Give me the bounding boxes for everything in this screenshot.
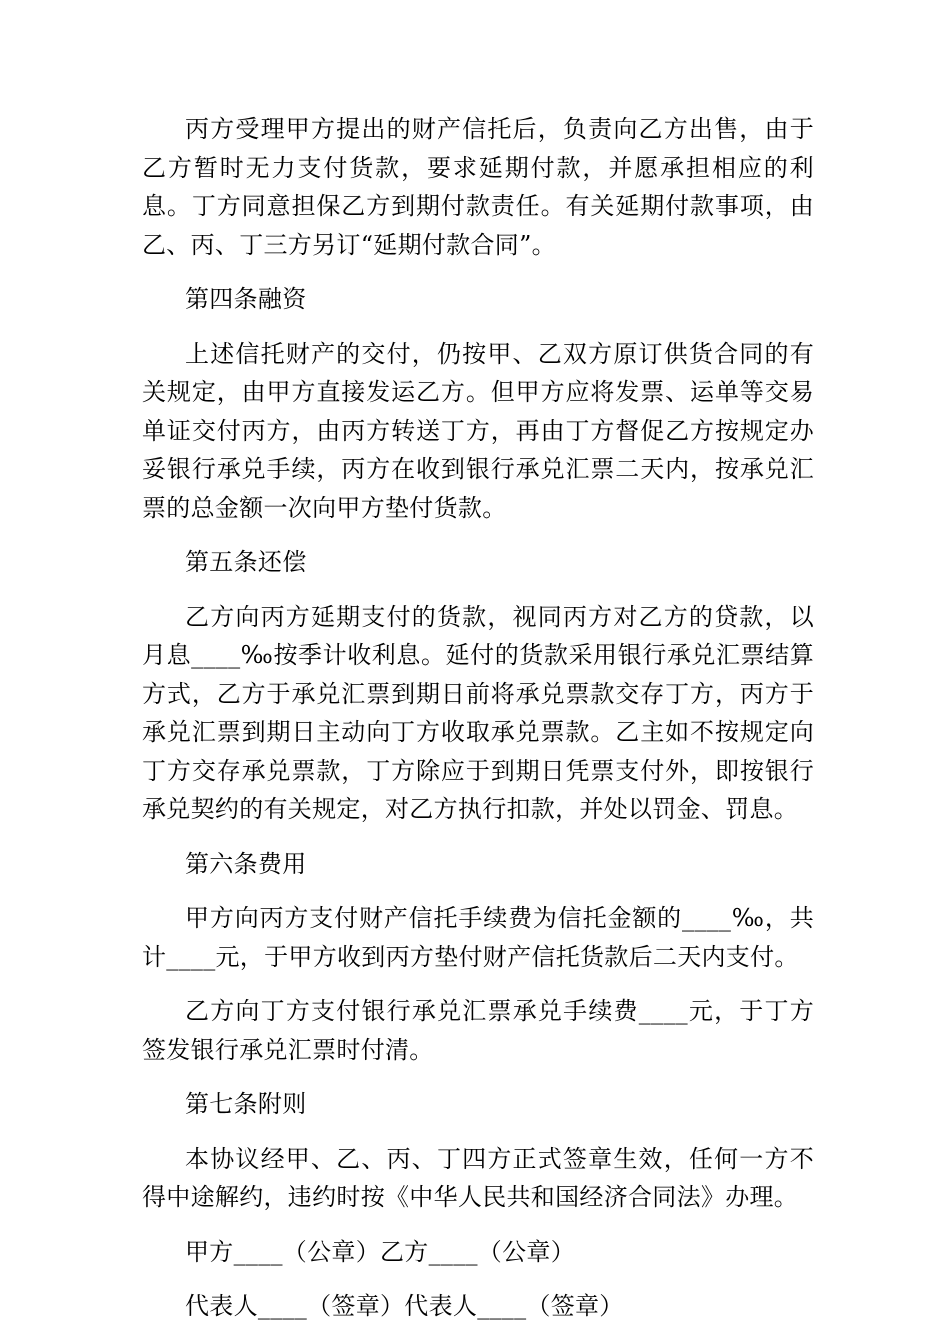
signature-line-parties: 甲方____（公章）乙方____（公章） xyxy=(185,1237,575,1266)
paragraph-supplementary: 本协议经甲、乙、丙、丁四方正式签章生效，任何一方不得中途解约，违约时按《中华人民共和国经济合同法》办理。 xyxy=(142,1144,814,1211)
paragraph-trust-fee: 甲方向丙方支付财产信托手续费为信托金额的____‰，共计____元，于甲方收到丙方垫付财产信托货款后二天内支付。 xyxy=(142,904,814,971)
article-5-heading: 第五条还偿 xyxy=(185,548,307,576)
article-4-heading: 第四条融资 xyxy=(185,285,307,313)
document-page xyxy=(142,110,814,1342)
paragraph-financing: 上述信托财产的交付，仍按甲、乙双方原订供货合同的有关规定，由甲方直接发运乙方。但甲方应将发票、运单等交易单证交付丙方，由丙方转送丁方，再由丁方督促乙方按规定办妥银行承兑手续，丙方在收到银行承兑汇票二天内，按承兑汇票的总金额一次向甲方垫付货款。 xyxy=(142,339,814,522)
paragraph-trust-sale: 丙方受理甲方提出的财产信托后，负责向乙方出售，由于乙方暂时无力支付货款，要求延期付款，并愿承担相应的利息。丁方同意担保乙方到期付款责任。有关延期付款事项，由乙、丙、丁三方另订“延期付款合同”。 xyxy=(142,115,814,259)
paragraph-acceptance-fee: 乙方向丁方支付银行承兑汇票承兑手续费____元，于丁方签发银行承兑汇票时付清。 xyxy=(142,997,814,1064)
signature-line-representatives: 代表人____（签章）代表人____（签章） xyxy=(185,1292,624,1320)
article-6-heading: 第六条费用 xyxy=(185,849,307,878)
paragraph-repayment: 乙方向丙方延期支付的货款，视同丙方对乙方的贷款，以月息____‰按季计收利息。延付的货款采用银行承兑汇票结算方式，乙方于承兑汇票到期日前将承兑票款交存丁方，丙方于承兑汇票到期日主动向丁方收取承兑票款。乙主如不按规定向丁方交存承兑票款，丁方除应于到期日凭票支付外，即按银行承兑契约的有关规定，对乙方执行扣款，并处以罚金、罚息。 xyxy=(142,602,814,823)
article-7-heading: 第七条附则 xyxy=(185,1090,307,1118)
